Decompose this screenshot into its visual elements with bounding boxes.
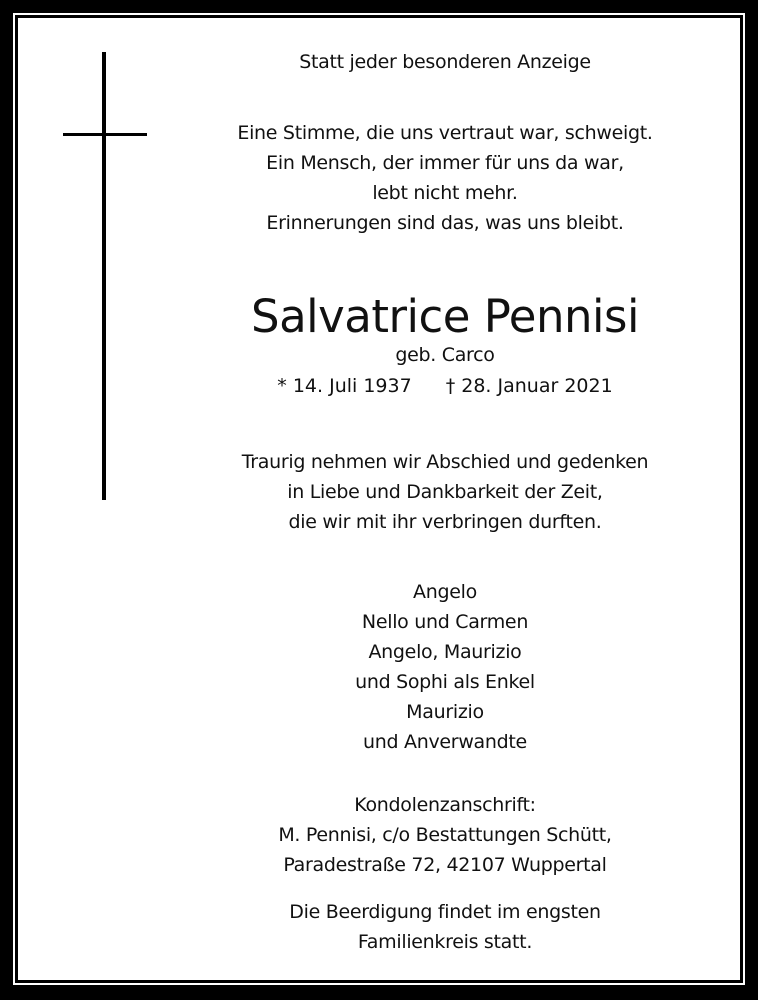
poem-line: Eine Stimme, die uns vertraut war, schweigt. [237,122,653,144]
mourner: Angelo, Maurizio [368,641,522,663]
mourner: Nello und Carmen [361,611,529,633]
condolence-line: Kondolenzanschrift: [354,794,536,816]
maiden-name: geb. Carco [395,344,495,366]
life-dates [200,371,690,401]
cross-icon [102,52,106,500]
funeral-note [200,897,690,957]
cross-icon-bar [63,133,147,136]
condolence-address [200,790,690,880]
farewell-line: die wir mit ihr verbringen durften. [288,511,602,533]
condolence-line: M. Pennisi, c/o Bestattungen Schütt, [278,824,612,846]
farewell-text [200,447,690,537]
funeral-line: Familienkreis statt. [357,931,533,953]
farewell-line: in Liebe und Dankbarkeit der Zeit, [287,481,603,503]
mourner: und Sophi als Enkel [355,671,535,693]
poem-line: Erinnerungen sind das, was uns bleibt. [266,212,624,234]
poem [200,118,690,238]
mourner: Angelo [413,581,477,603]
deceased-name: Salvatrice Pennisi [251,290,639,343]
birth-date: * 14. Juli 1937 [277,375,412,397]
condolence-line: Paradestraße 72, 42107 Wuppertal [283,854,607,876]
mourners-list [200,577,690,757]
mourner: Maurizio [406,701,484,723]
poem-line: lebt nicht mehr. [372,182,518,204]
mourner: und Anverwandte [363,731,527,753]
death-date: † 28. Januar 2021 [445,375,613,397]
poem-line: Ein Mensch, der immer für uns da war, [266,152,624,174]
header-text: Statt jeder besonderen Anzeige [299,51,591,73]
funeral-line: Die Beerdigung findet im engsten [289,901,601,923]
farewell-line: Traurig nehmen wir Abschied und gedenken [241,451,649,473]
